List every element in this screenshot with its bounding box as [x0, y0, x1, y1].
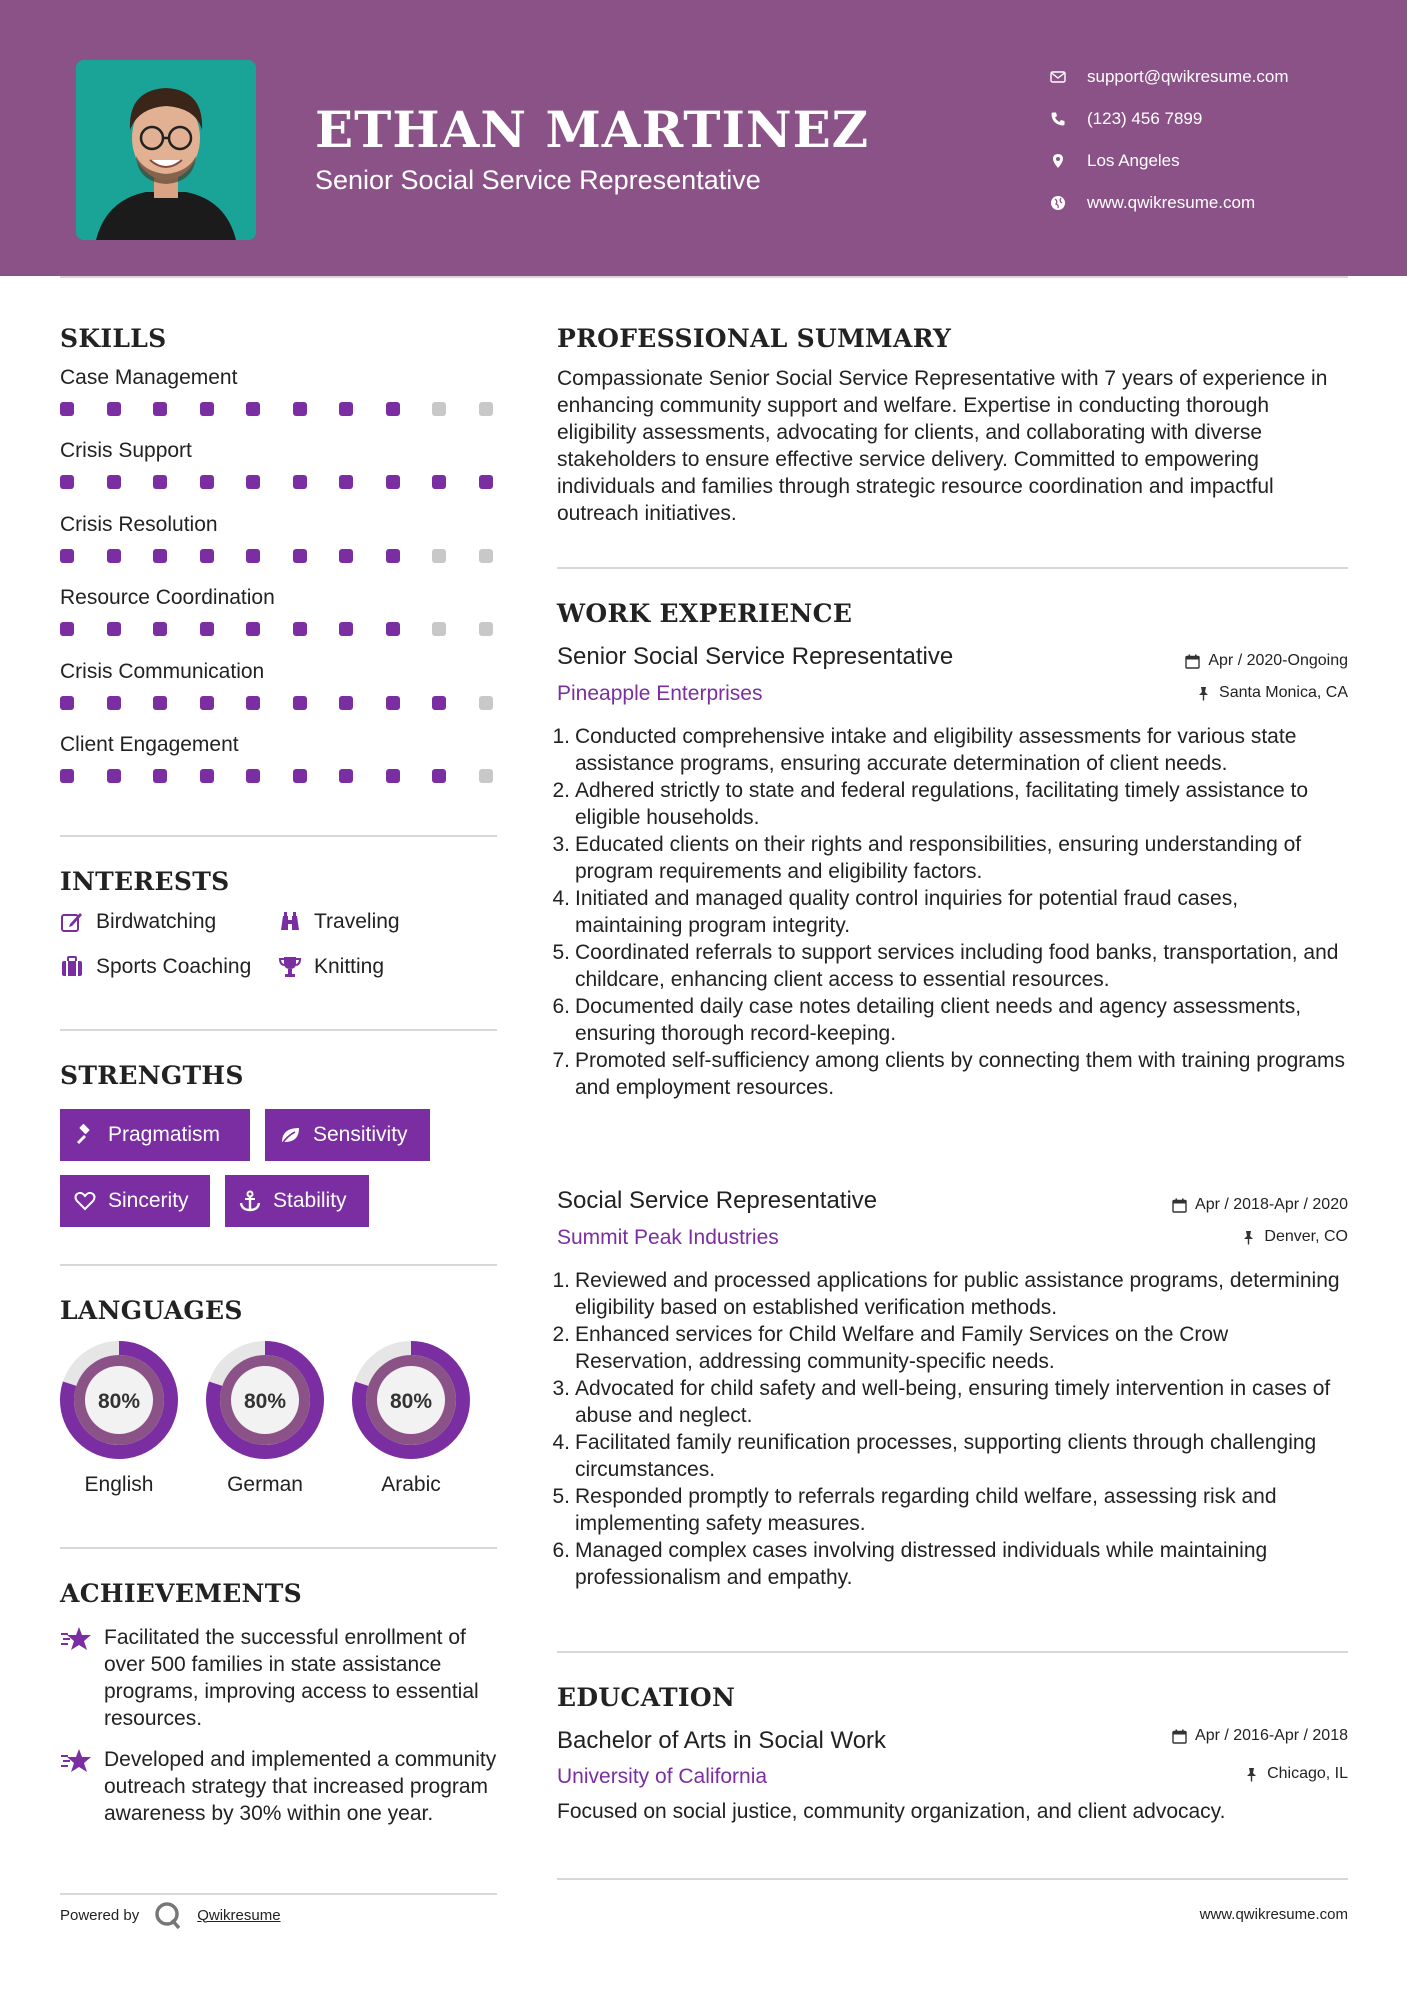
- leaf-icon: [279, 1124, 301, 1146]
- skill-dot: [432, 549, 446, 563]
- bullet-item: [550, 1537, 1350, 1591]
- bullet-text: Reviewed and processed applications for public assistance programs, determining eligibility based on established verification methods.: [575, 1269, 1340, 1319]
- bullet-item: [550, 939, 1350, 993]
- anchor-icon: [239, 1190, 261, 1212]
- skill-dot: [479, 622, 493, 636]
- powered-by-label: Powered by: [60, 1906, 140, 1924]
- phone-icon: [1050, 111, 1087, 127]
- skill-dot: [200, 475, 214, 489]
- skill-label: Crisis Communication: [60, 659, 265, 683]
- skill-row: [60, 366, 500, 416]
- skill-dot: [432, 475, 446, 489]
- bullet-number: 3.: [552, 833, 570, 856]
- skills-divider: [60, 835, 497, 837]
- skill-dot: [107, 475, 121, 489]
- language-name: German: [227, 1473, 303, 1496]
- skill-dot: [200, 402, 214, 416]
- summary-divider: [557, 567, 1348, 569]
- strengths-heading: STRENGTHS: [60, 1061, 244, 1090]
- skill-dot: [200, 549, 214, 563]
- skill-dot: [339, 475, 353, 489]
- globe-icon: [1050, 195, 1087, 211]
- bullet-number: 1.: [552, 1269, 570, 1292]
- language-percent: 80%: [97, 1390, 141, 1413]
- education-heading: EDUCATION: [557, 1683, 736, 1712]
- education-dates: [1172, 1727, 1348, 1745]
- bullet-text: Initiated and managed quality control inquiries for potential fraud cases, maintaining program integrity.: [575, 887, 1239, 937]
- skill-dot: [200, 622, 214, 636]
- skill-dot: [200, 696, 214, 710]
- skill-dot: [479, 769, 493, 783]
- interest-item: [278, 955, 384, 979]
- skill-dot: [246, 475, 260, 489]
- contact-list: [1050, 56, 1380, 224]
- strength-label: Sincerity: [108, 1189, 189, 1212]
- languages-divider: [60, 1547, 497, 1549]
- pushpin-icon: [1196, 686, 1211, 701]
- skill-dot: [479, 402, 493, 416]
- interest-label: Traveling: [314, 910, 400, 933]
- language-percent: 80%: [243, 1390, 287, 1413]
- job-location-text: Denver, CO: [1264, 1228, 1348, 1245]
- bullet-number: 5.: [552, 941, 570, 964]
- skill-dot: [246, 549, 260, 563]
- skill-dot: [153, 549, 167, 563]
- education-location-text: Chicago, IL: [1267, 1765, 1348, 1782]
- bullet-text: Promoted self-sufficiency among clients by connecting them with training programs and employment resources.: [575, 1049, 1345, 1099]
- skill-dot: [386, 475, 400, 489]
- contact-website[interactable]: [1050, 182, 1380, 224]
- skill-dot: [107, 622, 121, 636]
- skill-dot: [293, 769, 307, 783]
- skill-dot: [153, 696, 167, 710]
- map-pin-icon: [1050, 153, 1087, 169]
- bullet-text: Coordinated referrals to support services including food banks, transportation, and childcare, enhancing client access to essential resources.: [575, 941, 1339, 991]
- interests-divider: [60, 1029, 497, 1031]
- experience-divider: [557, 1651, 1348, 1653]
- bullet-text: Conducted comprehensive intake and eligibility assessments for various state assistance programs, ensuring accurate determination of client needs.: [575, 725, 1297, 775]
- bullet-number: 2.: [552, 1323, 570, 1346]
- language-ring: [204, 1339, 326, 1461]
- bullet-text: Advocated for child safety and well-being, ensuring timely intervention in cases of abuse and neglect.: [575, 1377, 1331, 1427]
- skill-row: [60, 513, 500, 563]
- language-percent: 80%: [389, 1390, 433, 1413]
- skill-dot: [200, 769, 214, 783]
- job-dates-text: Apr / 2020-Ongoing: [1208, 652, 1348, 669]
- skill-label: Crisis Resolution: [60, 512, 218, 536]
- language-item: [204, 1339, 326, 1497]
- strength-label: Pragmatism: [108, 1123, 221, 1146]
- bullet-number: 3.: [552, 1377, 570, 1400]
- strength-badge: [265, 1109, 430, 1161]
- skill-dot: [386, 549, 400, 563]
- skill-dot: [339, 549, 353, 563]
- bullet-number: 7.: [552, 1049, 570, 1072]
- skill-dot: [432, 696, 446, 710]
- language-ring: [350, 1339, 472, 1461]
- skill-dot: [293, 549, 307, 563]
- interest-item: [60, 910, 216, 934]
- candidate-name: ETHAN MARTINEZ: [315, 100, 870, 159]
- skill-dot: [293, 622, 307, 636]
- strengths-divider: [60, 1264, 497, 1266]
- interest-label: Knitting: [314, 955, 385, 978]
- skill-dot: [107, 696, 121, 710]
- strength-label: Sensitivity: [313, 1123, 408, 1146]
- job-title: Senior Social Service Representative: [557, 643, 954, 670]
- calendar-icon: [1172, 1729, 1187, 1744]
- bullet-number: 4.: [552, 887, 570, 910]
- skill-label: Case Management: [60, 366, 238, 389]
- education-location: [1244, 1765, 1348, 1783]
- heart-icon: [74, 1190, 96, 1212]
- bullet-text: Documented daily case notes detailing client needs and agency assessments, ensuring thorough record-keeping.: [575, 995, 1302, 1045]
- skill-dot: [479, 549, 493, 563]
- company-name: Pineapple Enterprises: [557, 682, 763, 705]
- summary-text: Compassionate Senior Social Service Representative with 7 years of experience in enhancing community support and welfare. Expertise in conducting thorough eligibility assessments, advocating for clients, and collaborating with diverse stakeholders to ensure effective service delivery. Committed to empowering individuals and families through strategic resource coordination and impactful outreach initiatives.: [557, 367, 1328, 525]
- bullet-item: [550, 1321, 1350, 1375]
- skill-dot: [107, 402, 121, 416]
- strength-badge: [60, 1175, 210, 1227]
- header-divider: [60, 276, 1348, 278]
- qwikresume-logo-icon: [153, 1900, 183, 1930]
- skill-dot: [339, 622, 353, 636]
- experience-heading: WORK EXPERIENCE: [557, 599, 853, 628]
- contact-location-text: Los Angeles: [1087, 151, 1180, 170]
- skill-dot: [339, 696, 353, 710]
- bullet-number: 6.: [552, 1539, 570, 1562]
- contact-location: [1050, 140, 1380, 182]
- edit-icon: [60, 910, 84, 934]
- skill-dot: [432, 769, 446, 783]
- bullet-item: [550, 1267, 1350, 1321]
- degree-title: Bachelor of Arts in Social Work: [557, 1727, 887, 1754]
- pushpin-icon: [1241, 1230, 1256, 1245]
- skill-dot: [153, 402, 167, 416]
- skill-dot: [293, 475, 307, 489]
- skill-dot: [432, 622, 446, 636]
- skill-dot: [339, 769, 353, 783]
- skill-row: [60, 660, 500, 710]
- achievement-item: [60, 1624, 500, 1732]
- job-location: [1241, 1228, 1348, 1246]
- achievements-divider: [60, 1893, 497, 1895]
- skill-dot: [107, 769, 121, 783]
- bullet-item: [550, 1047, 1350, 1101]
- bullet-item: [550, 1483, 1350, 1537]
- education-dates-text: Apr / 2016-Apr / 2018: [1195, 1727, 1348, 1744]
- skill-dot: [246, 622, 260, 636]
- skills-heading: SKILLS: [60, 324, 167, 353]
- language-name: English: [84, 1473, 154, 1496]
- interest-item: [278, 910, 400, 934]
- skill-dot: [246, 402, 260, 416]
- skill-dot: [60, 769, 74, 783]
- envelope-icon: [1050, 69, 1087, 85]
- skill-dot: [479, 696, 493, 710]
- interest-item: [60, 955, 251, 979]
- bullet-number: 4.: [552, 1431, 570, 1454]
- language-item: [350, 1339, 472, 1497]
- interest-label: Birdwatching: [96, 910, 217, 933]
- suitcase-icon: [60, 955, 84, 979]
- company-name: Summit Peak Industries: [557, 1226, 779, 1249]
- binoculars-icon: [278, 910, 302, 934]
- skill-label: Resource Coordination: [60, 586, 275, 610]
- candidate-title: Senior Social Service Representative: [315, 165, 761, 195]
- star-icon: [60, 1626, 92, 1652]
- qwikresume-link[interactable]: Qwikresume: [197, 1906, 281, 1924]
- language-item: [58, 1339, 180, 1497]
- achievement-text: Developed and implemented a community outreach strategy that increased program awareness by 30% within one year.: [104, 1748, 497, 1825]
- bullet-number: 6.: [552, 995, 570, 1018]
- skill-dot: [293, 696, 307, 710]
- bullet-item: [550, 831, 1350, 885]
- bullet-number: 2.: [552, 779, 570, 802]
- bullet-item: [550, 777, 1350, 831]
- skill-row: [60, 439, 500, 489]
- skill-dot: [386, 769, 400, 783]
- interest-label: Sports Coaching: [96, 955, 252, 978]
- education-divider: [557, 1878, 1348, 1880]
- resume-header: [0, 0, 1407, 276]
- skill-dot: [107, 549, 121, 563]
- skill-dot: [479, 475, 493, 489]
- skill-dot: [339, 402, 353, 416]
- education-description: Focused on social justice, community organization, and client advocacy.: [557, 1800, 1226, 1823]
- powered-by: [60, 1900, 281, 1930]
- bullet-item: [550, 993, 1350, 1047]
- skill-dot: [386, 622, 400, 636]
- job-title: Social Service Representative: [557, 1187, 878, 1214]
- skill-row: [60, 733, 500, 783]
- skill-dot: [60, 622, 74, 636]
- job-location-text: Santa Monica, CA: [1219, 684, 1348, 701]
- language-ring: [58, 1339, 180, 1461]
- contact-email[interactable]: [1050, 56, 1380, 98]
- language-name: Arabic: [381, 1473, 441, 1496]
- contact-website-text: www.qwikresume.com: [1087, 193, 1256, 212]
- job-dates-text: Apr / 2018-Apr / 2020: [1195, 1196, 1348, 1213]
- skill-dot: [153, 769, 167, 783]
- bullet-number: 5.: [552, 1485, 570, 1508]
- bullet-item: [550, 1429, 1350, 1483]
- calendar-icon: [1172, 1198, 1187, 1213]
- school-name: University of California: [557, 1765, 768, 1788]
- skill-rating: [60, 475, 500, 489]
- skill-dot: [246, 696, 260, 710]
- bullet-text: Responded promptly to referrals regarding child welfare, assessing risk and implementing safety measures.: [575, 1485, 1277, 1535]
- skill-rating: [60, 696, 500, 710]
- strength-badge: [225, 1175, 369, 1227]
- contact-email-text: support@qwikresume.com: [1087, 67, 1289, 86]
- job-location: [1196, 684, 1348, 702]
- skill-dot: [153, 622, 167, 636]
- footer-website[interactable]: www.qwikresume.com: [1199, 1906, 1348, 1923]
- skill-dot: [60, 402, 74, 416]
- skill-label: Crisis Support: [60, 439, 192, 463]
- achievement-text: Facilitated the successful enrollment of over 500 families in state assistance programs, improving access to essential resources.: [104, 1626, 479, 1730]
- skill-dot: [60, 696, 74, 710]
- skill-dot: [293, 402, 307, 416]
- skill-rating: [60, 402, 500, 416]
- achievements-heading: ACHIEVEMENTS: [60, 1579, 302, 1608]
- bullet-item: [550, 1375, 1350, 1429]
- skill-label: Client Engagement: [60, 733, 239, 756]
- skill-row: [60, 586, 500, 636]
- gavel-icon: [74, 1124, 96, 1146]
- summary-heading: PROFESSIONAL SUMMARY: [557, 324, 952, 353]
- strength-badge: [60, 1109, 250, 1161]
- contact-phone-text: (123) 456 7899: [1087, 109, 1203, 128]
- skill-rating: [60, 769, 500, 783]
- skill-dot: [386, 402, 400, 416]
- strength-label: Stability: [273, 1189, 347, 1212]
- bullet-text: Facilitated family reunification processes, supporting clients through challenging circumstances.: [575, 1431, 1317, 1481]
- skill-rating: [60, 549, 500, 563]
- skill-dot: [60, 475, 74, 489]
- skill-dot: [386, 696, 400, 710]
- skill-dot: [246, 769, 260, 783]
- skill-dot: [153, 475, 167, 489]
- contact-phone[interactable]: [1050, 98, 1380, 140]
- profile-photo: [76, 60, 256, 240]
- job-dates: [1172, 1196, 1348, 1214]
- bullet-text: Educated clients on their rights and responsibilities, ensuring understanding of program requirements and eligibility factors.: [575, 833, 1302, 883]
- languages-heading: LANGUAGES: [60, 1296, 243, 1325]
- skill-dot: [60, 549, 74, 563]
- pushpin-icon: [1244, 1767, 1259, 1782]
- bullet-text: Managed complex cases involving distressed individuals while maintaining professionalism and empathy.: [575, 1539, 1268, 1589]
- job-bullets: [550, 1267, 1350, 1591]
- job-bullets: [550, 723, 1350, 1101]
- star-icon: [60, 1748, 92, 1774]
- bullet-text: Adhered strictly to state and federal regulations, facilitating timely assistance to eligible households.: [575, 779, 1309, 829]
- calendar-icon: [1185, 654, 1200, 669]
- bullet-item: [550, 723, 1350, 777]
- achievement-item: [60, 1746, 500, 1827]
- skill-rating: [60, 622, 500, 636]
- job-dates: [1185, 652, 1348, 670]
- skill-dot: [432, 402, 446, 416]
- bullet-text: Enhanced services for Child Welfare and Family Services on the Crow Reservation, addressing community-specific needs.: [575, 1323, 1229, 1373]
- bullet-number: 1.: [552, 725, 570, 748]
- interests-heading: INTERESTS: [60, 867, 230, 896]
- bullet-item: [550, 885, 1350, 939]
- trophy-icon: [278, 955, 302, 979]
